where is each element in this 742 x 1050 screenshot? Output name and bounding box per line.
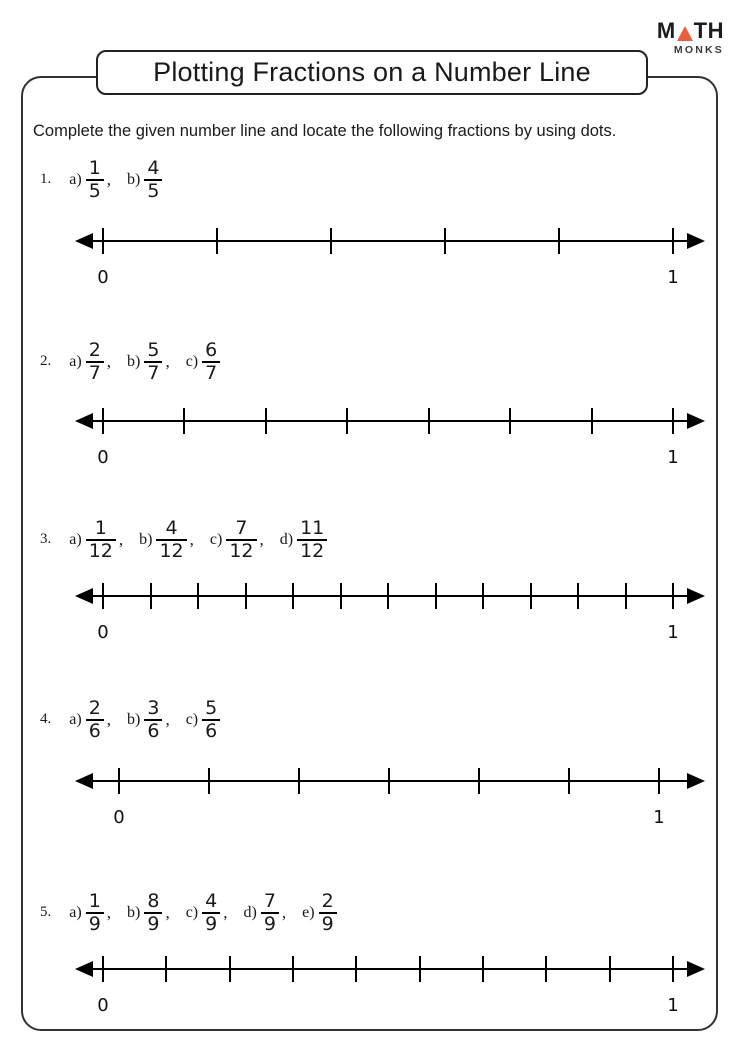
logo-letter-m: M [656,18,676,43]
numberline-label-start: 0 [97,447,109,468]
tick-mark [265,408,267,434]
tick-mark [625,583,627,609]
tick-mark [355,956,357,982]
page-title: Plotting Fractions on a Number Line [153,57,591,87]
problem-header [40,698,236,742]
fraction-letter-label: b) [127,903,141,921]
fraction-letter-label: e) [302,903,315,921]
fraction [86,698,104,742]
left-arrow-icon [75,233,93,249]
number-line-rule [83,420,697,422]
fraction-denominator: 12 [88,539,113,562]
fraction-numerator: 8 [147,890,160,912]
fraction [226,518,256,562]
comma-separator: , [223,902,228,922]
numberline-label-start: 0 [97,622,109,643]
tick-mark [658,768,660,794]
comma-separator: , [118,529,124,549]
fraction [144,891,162,935]
problem-row [0,698,742,838]
fraction [319,891,337,935]
tick-mark [672,956,674,982]
tick-mark [216,228,218,254]
tick-mark [340,583,342,609]
tick-mark [591,408,593,434]
tick-mark [672,228,674,254]
tick-mark [208,768,210,794]
fraction [202,698,220,742]
comma-separator: , [106,169,112,189]
left-arrow-icon [75,588,93,604]
number-line-rule [83,595,697,597]
fraction [86,518,116,562]
number-line [75,227,705,288]
problem-number: 1. [40,171,52,188]
fraction-letter-label: b) [139,530,153,548]
fraction [86,158,104,202]
logo-letters-th: TH [693,18,724,43]
tick-mark [102,956,104,982]
fraction-denominator: 7 [205,361,218,384]
number-line [75,582,705,643]
tick-mark [102,408,104,434]
fraction-letter-label: b) [127,352,141,370]
fraction-denominator: 6 [205,719,218,742]
fraction [202,340,220,384]
fraction-item [139,518,194,562]
fraction-denominator: 12 [159,539,184,562]
fraction-item [127,340,170,384]
tick-mark [419,956,421,982]
fraction-numerator: 4 [205,890,218,912]
numberline-label-end: 1 [653,807,665,828]
fraction-denominator: 5 [147,179,160,202]
fraction-denominator: 12 [229,539,254,562]
comma-separator: , [106,709,112,729]
fraction-numerator: 1 [88,157,101,179]
fraction-numerator: 5 [205,697,218,719]
right-arrow-icon [687,233,705,249]
fraction-item [127,158,162,202]
number-line [75,767,705,828]
problem-row [0,891,742,1031]
comma-separator: , [106,902,112,922]
comma-separator: , [189,529,194,549]
fraction-numerator: 1 [94,517,107,539]
fraction-letter-label: c) [185,710,199,728]
logo-wordmark [657,20,724,42]
comma-separator: , [165,709,170,729]
fraction-numerator: 6 [205,339,218,361]
fraction-numerator: 2 [88,697,101,719]
fraction [144,340,162,384]
number-line [75,955,705,1016]
problem-number: 2. [40,353,52,370]
fraction-denominator: 7 [147,361,160,384]
fraction-denominator: 9 [321,912,334,935]
tick-mark [150,583,152,609]
fraction-item [186,340,221,384]
tick-mark [102,583,104,609]
fraction-item [69,891,111,935]
right-arrow-icon [687,413,705,429]
fraction-letter-label: d) [243,903,257,921]
tick-mark [672,408,674,434]
fraction-letter-label: a) [69,170,82,188]
tick-mark [388,768,390,794]
comma-separator: , [259,529,264,549]
tick-mark [387,583,389,609]
fraction-item [69,158,111,202]
fraction-item [69,698,111,742]
problem-row [0,340,742,480]
tick-mark [292,583,294,609]
problem-header [40,891,353,935]
fraction [297,518,327,562]
numberline-label-end: 1 [667,995,679,1016]
instruction-text: Complete the given number line and locate the following fractions by using dots. [33,122,617,140]
worksheet-title-box [96,50,648,95]
fraction-numerator: 4 [147,157,160,179]
tick-mark [435,583,437,609]
fraction-letter-label: a) [69,352,82,370]
tick-mark [530,583,532,609]
math-monks-logo [657,20,724,56]
fraction [86,340,104,384]
tick-mark [545,956,547,982]
problem-row [0,158,742,298]
fraction-item [186,891,228,935]
comma-separator: , [281,902,287,922]
fraction-letter-label: a) [69,710,82,728]
fraction-denominator: 9 [147,912,160,935]
fraction-numerator: 11 [300,517,325,539]
number-line-rule [83,780,697,782]
fraction-numerator: 1 [88,890,101,912]
problem-header [40,518,343,562]
tick-mark [165,956,167,982]
fraction-letter-label: a) [69,530,82,548]
fraction [86,891,104,935]
fraction-item [69,518,123,562]
fraction [261,891,279,935]
right-arrow-icon [687,773,705,789]
fraction-denominator: 7 [88,361,101,384]
fraction-denominator: 9 [263,912,276,935]
tick-mark [482,583,484,609]
right-arrow-icon [687,588,705,604]
fraction-item [186,698,221,742]
number-line [75,407,705,468]
right-arrow-icon [687,961,705,977]
fraction [144,698,162,742]
tick-mark [245,583,247,609]
numberline-label-start: 0 [97,995,109,1016]
fraction-letter-label: c) [185,903,199,921]
tick-mark [568,768,570,794]
tick-mark [482,956,484,982]
fraction-item [127,698,170,742]
fraction-letter-label: b) [127,710,141,728]
problem-row [0,518,742,658]
fraction-letter-label: a) [69,903,82,921]
tick-mark [672,583,674,609]
problem-number: 5. [40,904,52,921]
problem-number: 4. [40,711,52,728]
numberline-label-end: 1 [667,267,679,288]
number-line-rule [83,240,697,242]
fraction [156,518,186,562]
tick-mark [577,583,579,609]
problem-number: 3. [40,531,52,548]
tick-mark [444,228,446,254]
fraction-numerator: 2 [321,890,334,912]
problem-header [40,340,236,384]
fraction-numerator: 5 [147,339,160,361]
fraction-letter-label: c) [185,352,199,370]
tick-mark [197,583,199,609]
tick-mark [478,768,480,794]
fraction-numerator: 2 [88,339,101,361]
comma-separator: , [106,351,112,371]
fraction-numerator: 7 [235,517,248,539]
fraction-denominator: 12 [300,539,325,562]
logo-triangle-a-icon [677,26,693,41]
number-line-rule [83,968,697,970]
fraction-item [127,891,170,935]
fraction [144,158,162,202]
fraction-numerator: 3 [147,697,160,719]
fraction-letter-label: c) [209,530,223,548]
tick-mark [229,956,231,982]
fraction-denominator: 9 [205,912,218,935]
numberline-label-end: 1 [667,622,679,643]
comma-separator: , [165,351,170,371]
tick-mark [102,228,104,254]
comma-separator: , [165,902,170,922]
fraction-item [69,340,111,384]
tick-mark [330,228,332,254]
fraction-item [280,518,328,562]
problem-header [40,158,178,202]
fraction-denominator: 9 [88,912,101,935]
left-arrow-icon [75,773,93,789]
fraction-item [302,891,337,935]
tick-mark [558,228,560,254]
tick-mark [298,768,300,794]
numberline-label-start: 0 [97,267,109,288]
fraction-item [243,891,286,935]
fraction [202,891,220,935]
fraction-denominator: 6 [88,719,101,742]
tick-mark [609,956,611,982]
tick-mark [292,956,294,982]
tick-mark [183,408,185,434]
tick-mark [428,408,430,434]
tick-mark [118,768,120,794]
numberline-label-end: 1 [667,447,679,468]
fraction-numerator: 4 [165,517,178,539]
left-arrow-icon [75,961,93,977]
fraction-letter-label: d) [279,530,294,548]
tick-mark [509,408,511,434]
left-arrow-icon [75,413,93,429]
fraction-item [210,518,264,562]
tick-mark [346,408,348,434]
numberline-label-start: 0 [113,807,125,828]
logo-monks-text: MONKS [673,44,724,56]
fraction-denominator: 5 [88,179,101,202]
fraction-letter-label: b) [127,170,141,188]
fraction-numerator: 7 [263,890,276,912]
fraction-denominator: 6 [147,719,160,742]
